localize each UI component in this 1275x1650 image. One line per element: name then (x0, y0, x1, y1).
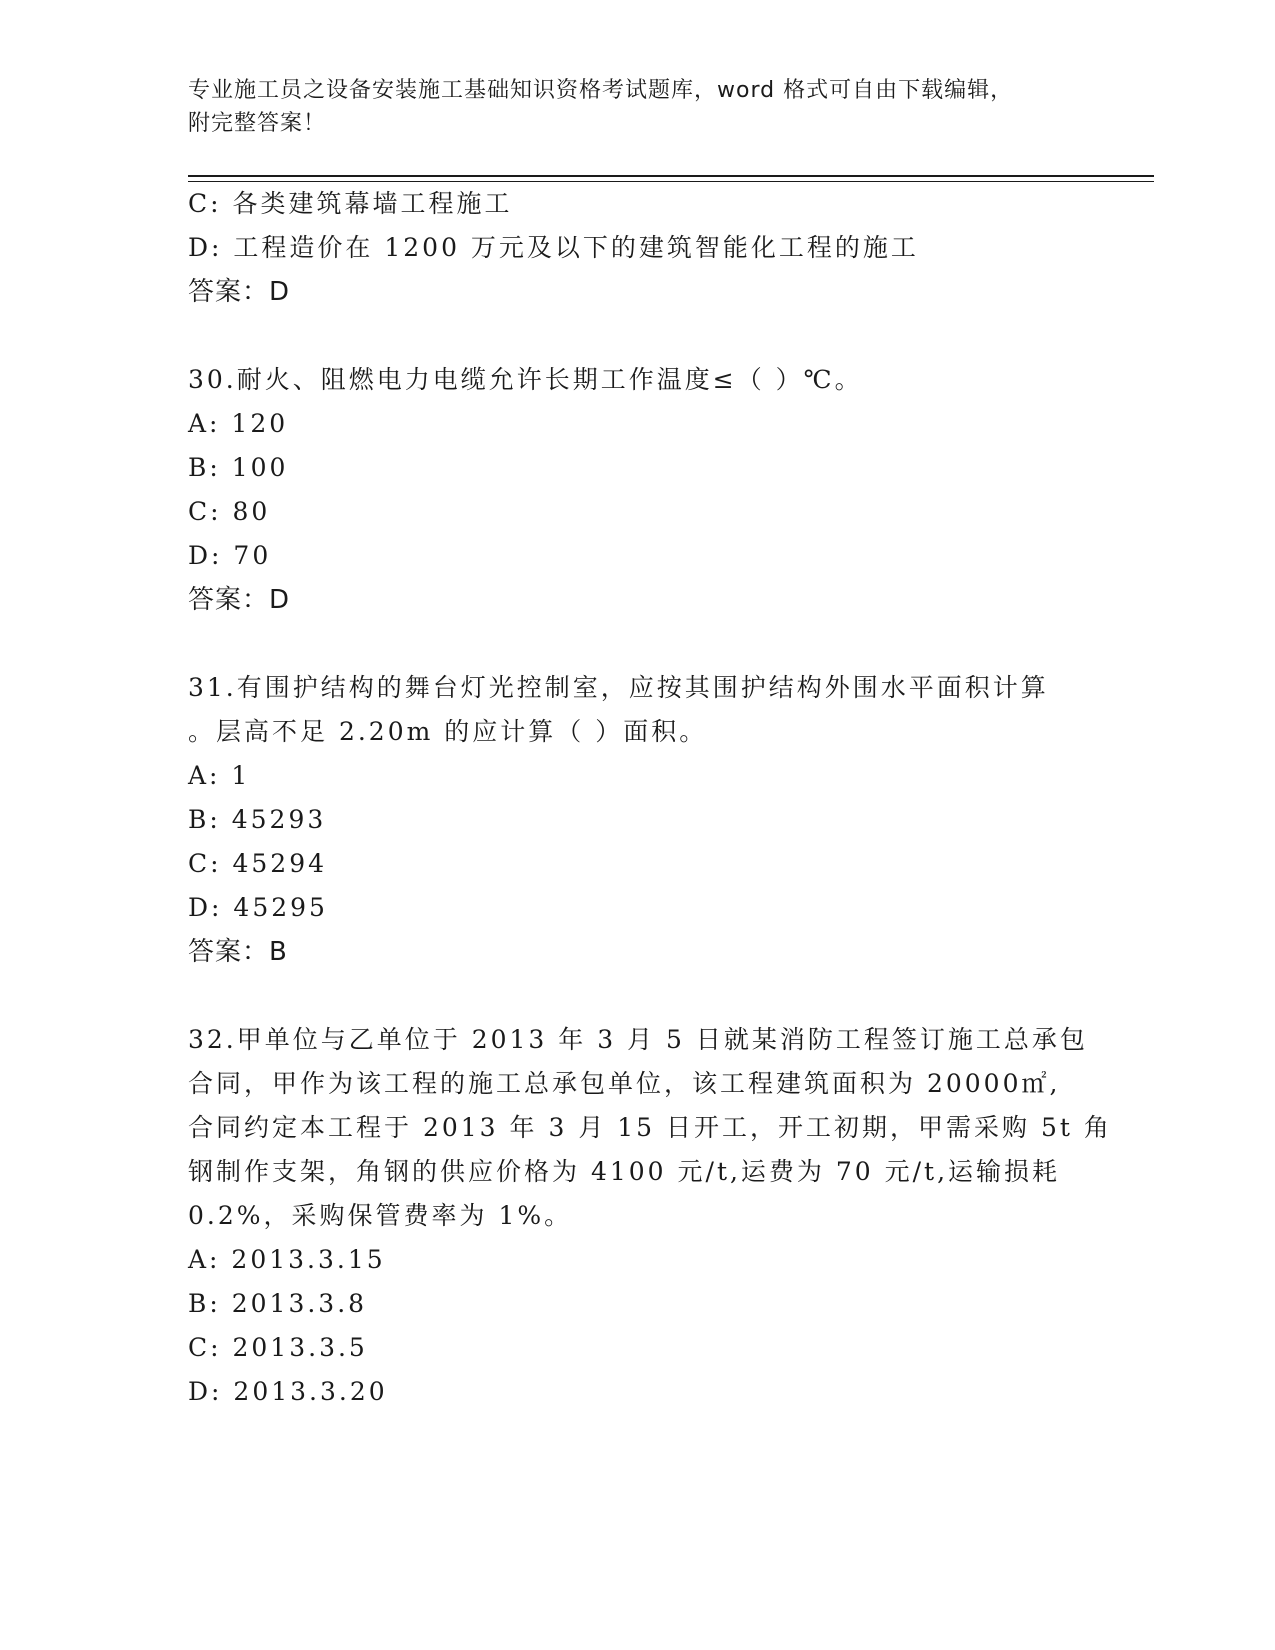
header-line-2: 附完整答案！ (188, 111, 327, 136)
header-line-1: 专业施工员之设备安装施工基础知识资格考试题库，word 格式可自由下载编辑， (188, 78, 1014, 103)
prev-answer: 答案：D (188, 277, 291, 307)
q32-stem-line-5: 0.2%，采购保管费率为 1%。 (188, 1201, 573, 1230)
q32-option-b: B: 2013.3.8 (188, 1289, 368, 1318)
q32-option-a: A: 2013.3.15 (188, 1245, 386, 1274)
q31-stem-line-2: 。层高不足 2.20m 的应计算（ ）面积。 (188, 717, 708, 746)
q30-answer: 答案：D (188, 585, 291, 615)
q32-stem-line-3: 合同约定本工程于 2013 年 3 月 15 日开工，开工初期，甲需采购 5t 角 (188, 1113, 1112, 1142)
q31-option-c: C: 45294 (188, 849, 328, 878)
q32-stem-line-2: 合同，甲作为该工程的施工总承包单位，该工程建筑面积为 20000㎡, (188, 1069, 1061, 1098)
q30-option-d: D: 70 (188, 541, 272, 570)
prev-option-d: D: 工程造价在 1200 万元及以下的建筑智能化工程的施工 (188, 233, 919, 262)
q31-option-d: D: 45295 (188, 893, 328, 922)
q30-option-c: C: 80 (188, 497, 271, 526)
q30-stem: 30.耐火、阻燃电力电缆允许长期工作温度≤（ ）℃。 (188, 365, 863, 394)
q31-option-b: B: 45293 (188, 805, 327, 834)
q32-stem-line-1: 32.甲单位与乙单位于 2013 年 3 月 5 日就某消防工程签订施工总承包 (188, 1025, 1088, 1054)
prev-option-c: C: 各类建筑幕墙工程施工 (188, 189, 513, 218)
q32-stem-line-4: 钢制作支架，角钢的供应价格为 4100 元/t,运费为 70 元/t,运输损耗 (188, 1157, 1061, 1186)
q31-option-a: A: 1 (188, 761, 251, 790)
q32-option-d: D: 2013.3.20 (188, 1377, 388, 1406)
q30-option-a: A: 120 (188, 409, 289, 438)
header-rule-thin (188, 181, 1154, 182)
q32-option-c: C: 2013.3.5 (188, 1333, 368, 1362)
document-header (188, 74, 1088, 140)
q31-answer: 答案：B (188, 937, 288, 967)
q31-stem-line-1: 31.有围护结构的舞台灯光控制室，应按其围护结构外围水平面积计算 (188, 673, 1049, 702)
header-rule-thick (188, 175, 1154, 177)
q30-option-b: B: 100 (188, 453, 289, 482)
